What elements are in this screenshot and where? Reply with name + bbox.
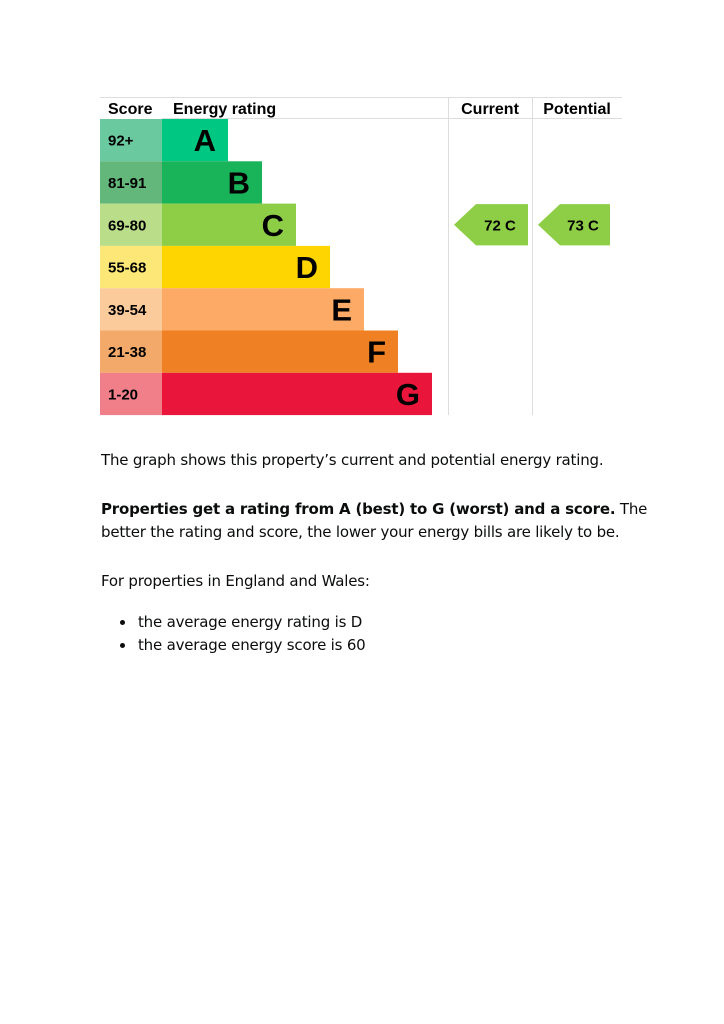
bullet-icon bbox=[120, 620, 125, 625]
rating-letter-c: C bbox=[261, 207, 284, 243]
average-score-text: the average energy score is 60 bbox=[138, 636, 366, 654]
chart-description: The graph shows this property’s current and potential energy rating. bbox=[101, 451, 604, 469]
score-label-f: 21-38 bbox=[108, 344, 147, 362]
rating-letter-e: E bbox=[331, 292, 352, 328]
score-label-c: 69-80 bbox=[108, 217, 147, 235]
energy-rating-chart bbox=[100, 97, 622, 417]
averages-list bbox=[101, 611, 366, 657]
current-column-header: Current bbox=[461, 101, 519, 118]
rating-letter-g: G bbox=[395, 376, 420, 412]
rating-column-header: Energy rating bbox=[173, 101, 277, 118]
score-label-e: 39-54 bbox=[108, 301, 147, 319]
bullet-icon bbox=[120, 643, 125, 648]
rating-explanation-rest: The better the rating and score, the lower your energy bills are likely to be. bbox=[101, 500, 648, 541]
list-item bbox=[101, 611, 366, 634]
rating-letter-f: F bbox=[367, 334, 386, 370]
rating-explanation bbox=[101, 498, 661, 544]
rating-letter-d: D bbox=[295, 250, 318, 286]
potential-rating-label: 73 C bbox=[567, 217, 599, 235]
rating-letter-b: B bbox=[227, 165, 250, 201]
rating-explanation-bold: Properties get a rating from A (best) to G (worst) and a score. bbox=[101, 500, 616, 518]
rating-letter-a: A bbox=[193, 123, 216, 159]
score-label-d: 55-68 bbox=[108, 259, 147, 277]
rating-bar-f bbox=[162, 331, 398, 373]
score-label-g: 1-20 bbox=[108, 386, 139, 404]
potential-column-header: Potential bbox=[543, 101, 611, 118]
rating-bar-g bbox=[162, 373, 432, 415]
score-label-a: 92+ bbox=[108, 132, 134, 150]
averages-intro: For properties in England and Wales: bbox=[101, 572, 370, 590]
score-column-header: Score bbox=[108, 101, 153, 118]
score-label-b: 81-91 bbox=[108, 174, 147, 192]
current-rating-label: 72 C bbox=[484, 217, 516, 235]
list-item bbox=[101, 634, 366, 657]
average-rating-text: the average energy rating is D bbox=[138, 613, 363, 631]
